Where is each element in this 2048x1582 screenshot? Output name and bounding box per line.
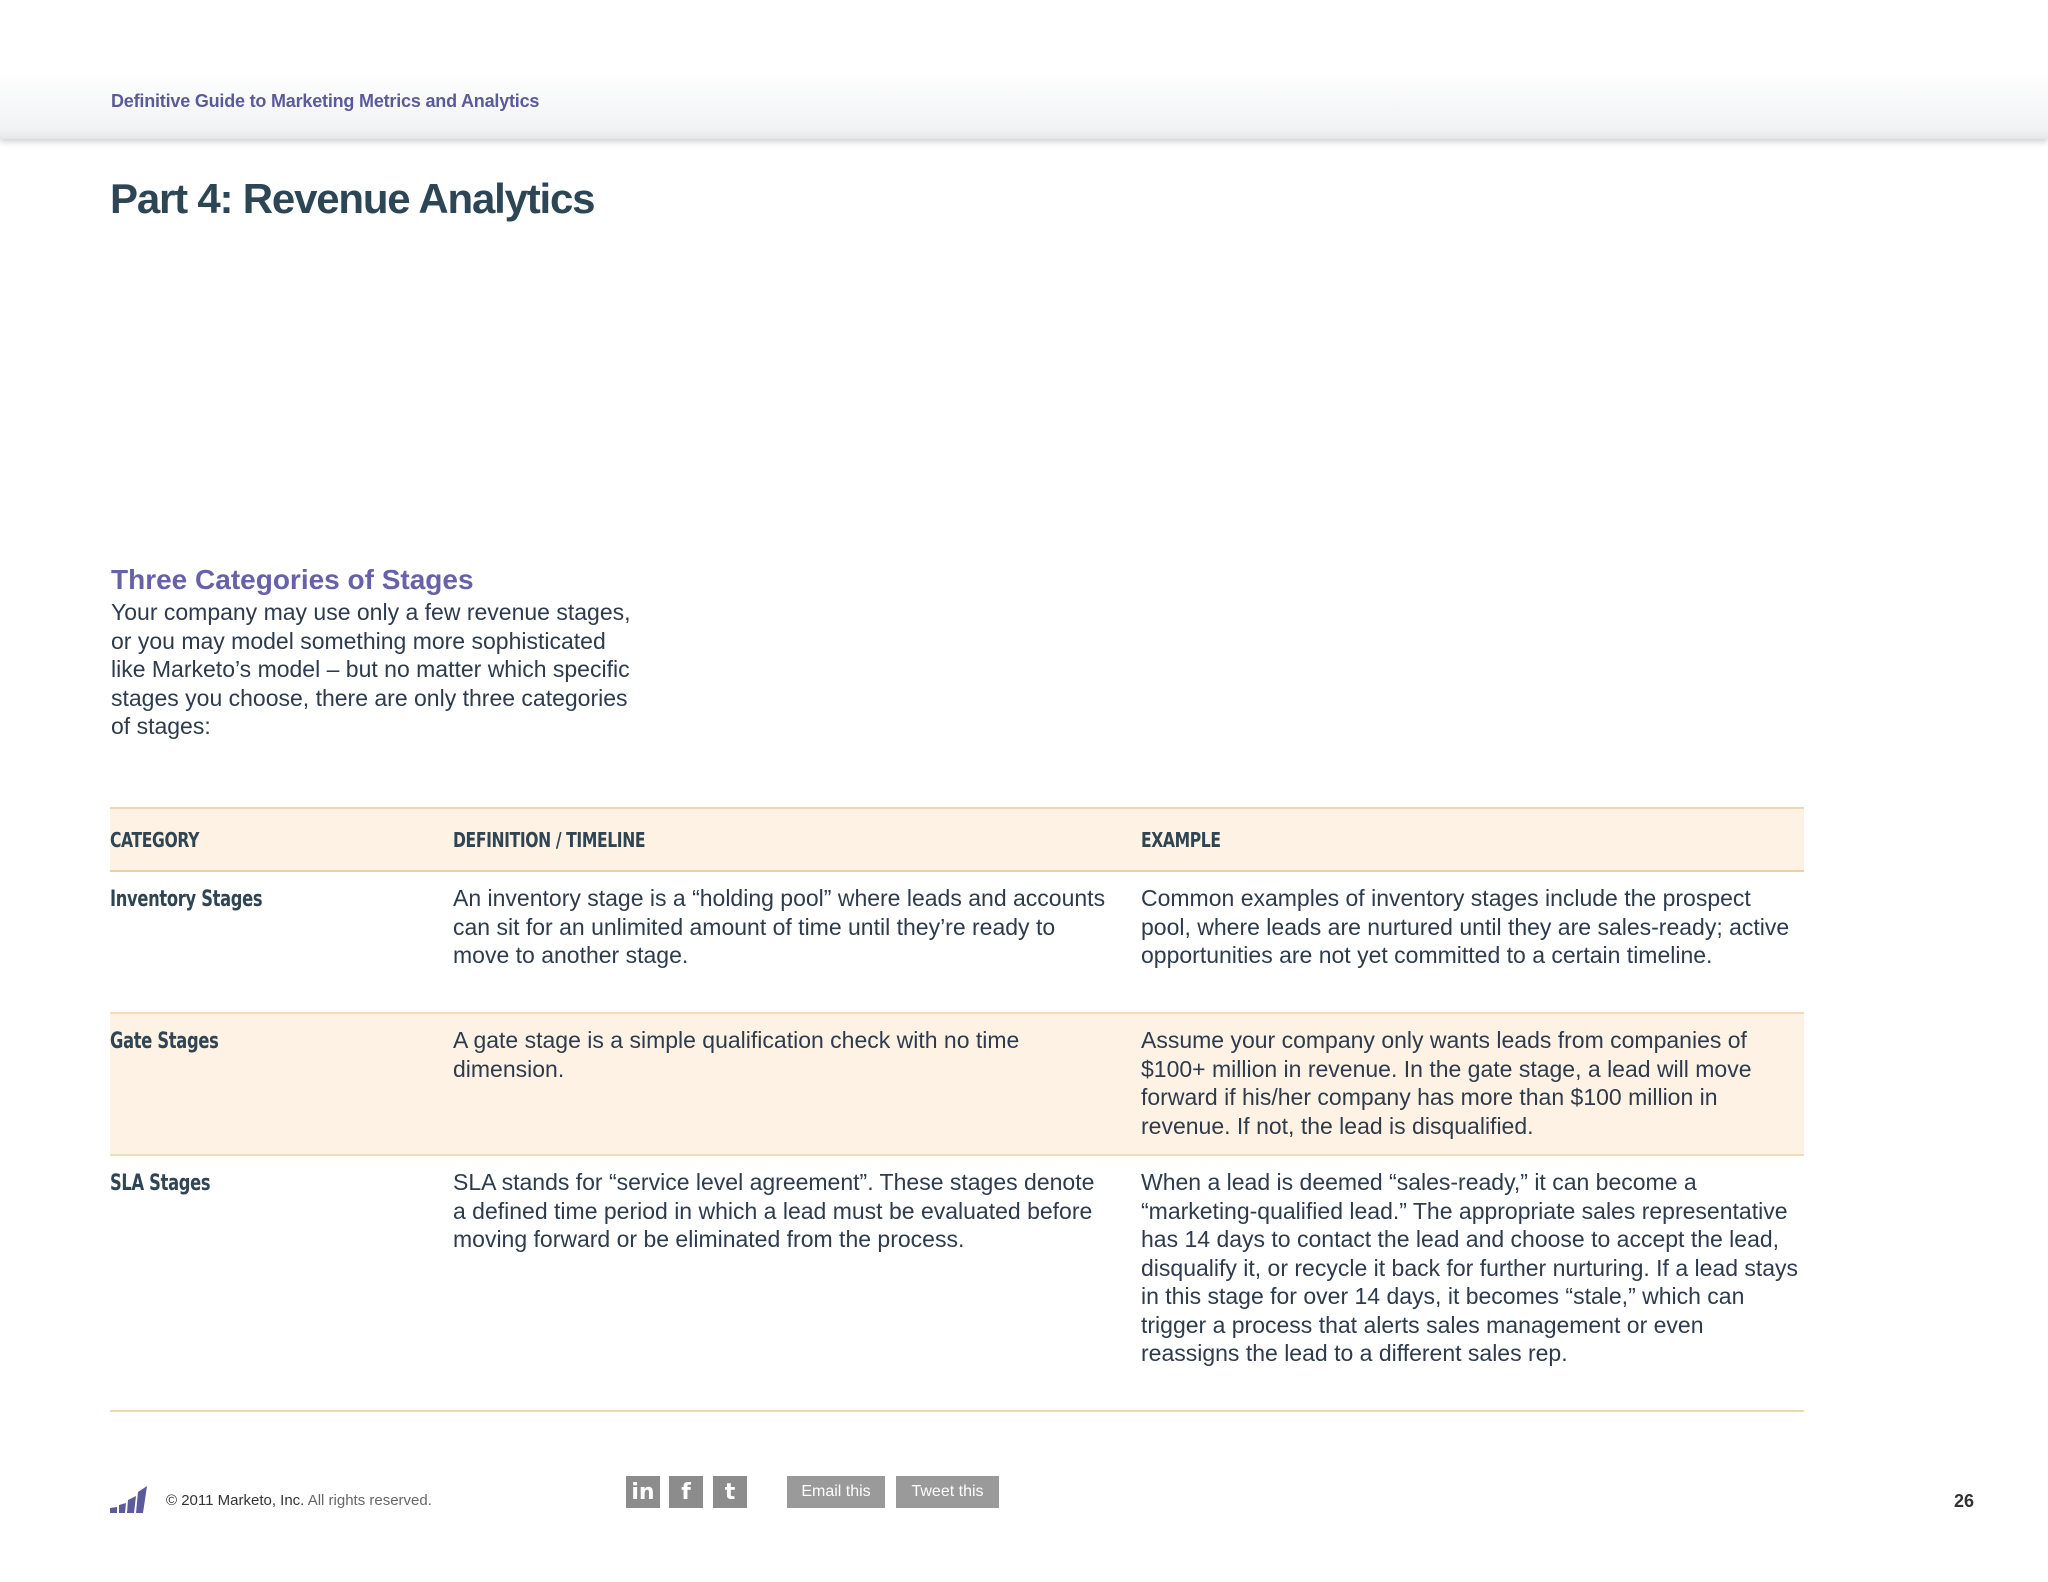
table-header-row — [110, 809, 1804, 872]
facebook-share-button[interactable] — [669, 1476, 703, 1508]
copyright-text: © 2011 Marketo, Inc. — [166, 1492, 305, 1509]
category-cell: Gate Stages — [110, 1029, 219, 1054]
page-number: 26 — [1954, 1491, 1975, 1511]
facebook-icon: f — [681, 1479, 691, 1505]
section-heading: Three Categories of Stages — [111, 564, 474, 595]
example-cell: When a lead is deemed “sales-ready,” it can become a “marketing-qualified lead.” The appropriate sales representative has 14 days to contact the lead and choose to accept the lead, disqualify it, or recycle it back for further nurturing. If a lead stays in this stage for over 14 days, it becomes “stale,” which can trigger a process that alerts sales management or even reassigns the lead to a different sales rep. — [1141, 1169, 1799, 1366]
copyright-notice — [166, 1492, 432, 1509]
page-title: Part 4: Revenue Analytics — [110, 175, 595, 222]
stages-table — [110, 807, 1804, 1412]
column-header-definition: DEFINITION / TIMELINE — [453, 828, 646, 852]
page-header-band — [0, 0, 2048, 139]
definition-cell: A gate stage is a simple qualification check with no time dimension. — [453, 1027, 1020, 1082]
linkedin-share-button[interactable] — [626, 1476, 660, 1508]
rights-text: All rights reserved. — [307, 1492, 432, 1509]
example-cell: Assume your company only wants leads from companies of $100+ million in revenue. In the gate stage, a lead will move forward if his/her company has more than $100 million in revenue. If not, the lead is disqualified. — [1141, 1027, 1752, 1139]
table-row — [110, 1156, 1804, 1412]
twitter-share-button[interactable] — [713, 1476, 747, 1508]
column-header-category: CATEGORY — [110, 828, 200, 852]
table-row — [110, 872, 1804, 1014]
column-header-example: EXAMPLE — [1141, 828, 1221, 852]
definition-cell: An inventory stage is a “holding pool” where leads and accounts can sit for an unlimited amount of time until they’re ready to move to another stage. — [453, 885, 1106, 968]
example-cell: Common examples of inventory stages include the prospect pool, where leads are nurtured until they are sales-ready; active opportunities are not yet committed to a certain timeline. — [1141, 885, 1790, 968]
linkedin-icon: in — [631, 1479, 655, 1505]
document-title: Definitive Guide to Marketing Metrics and Analytics — [111, 91, 540, 111]
email-this-button[interactable]: Email this — [787, 1476, 885, 1508]
twitter-icon: t — [724, 1479, 736, 1505]
category-cell: SLA Stages — [110, 1171, 211, 1196]
tweet-this-button[interactable]: Tweet this — [896, 1476, 999, 1508]
intro-paragraph: Your company may use only a few revenue stages, or you may model something more sophisticated like Marketo’s model – but no matter which specific stages you choose, there are only three categories of stages: — [111, 599, 631, 739]
definition-cell: SLA stands for “service level agreement”. These stages denote a defined time period in which a lead must be evaluated before moving forward or be eliminated from the process. — [453, 1169, 1095, 1252]
category-cell: Inventory Stages — [110, 887, 263, 912]
marketo-logo-icon — [110, 1486, 148, 1514]
table-row — [110, 1014, 1804, 1156]
